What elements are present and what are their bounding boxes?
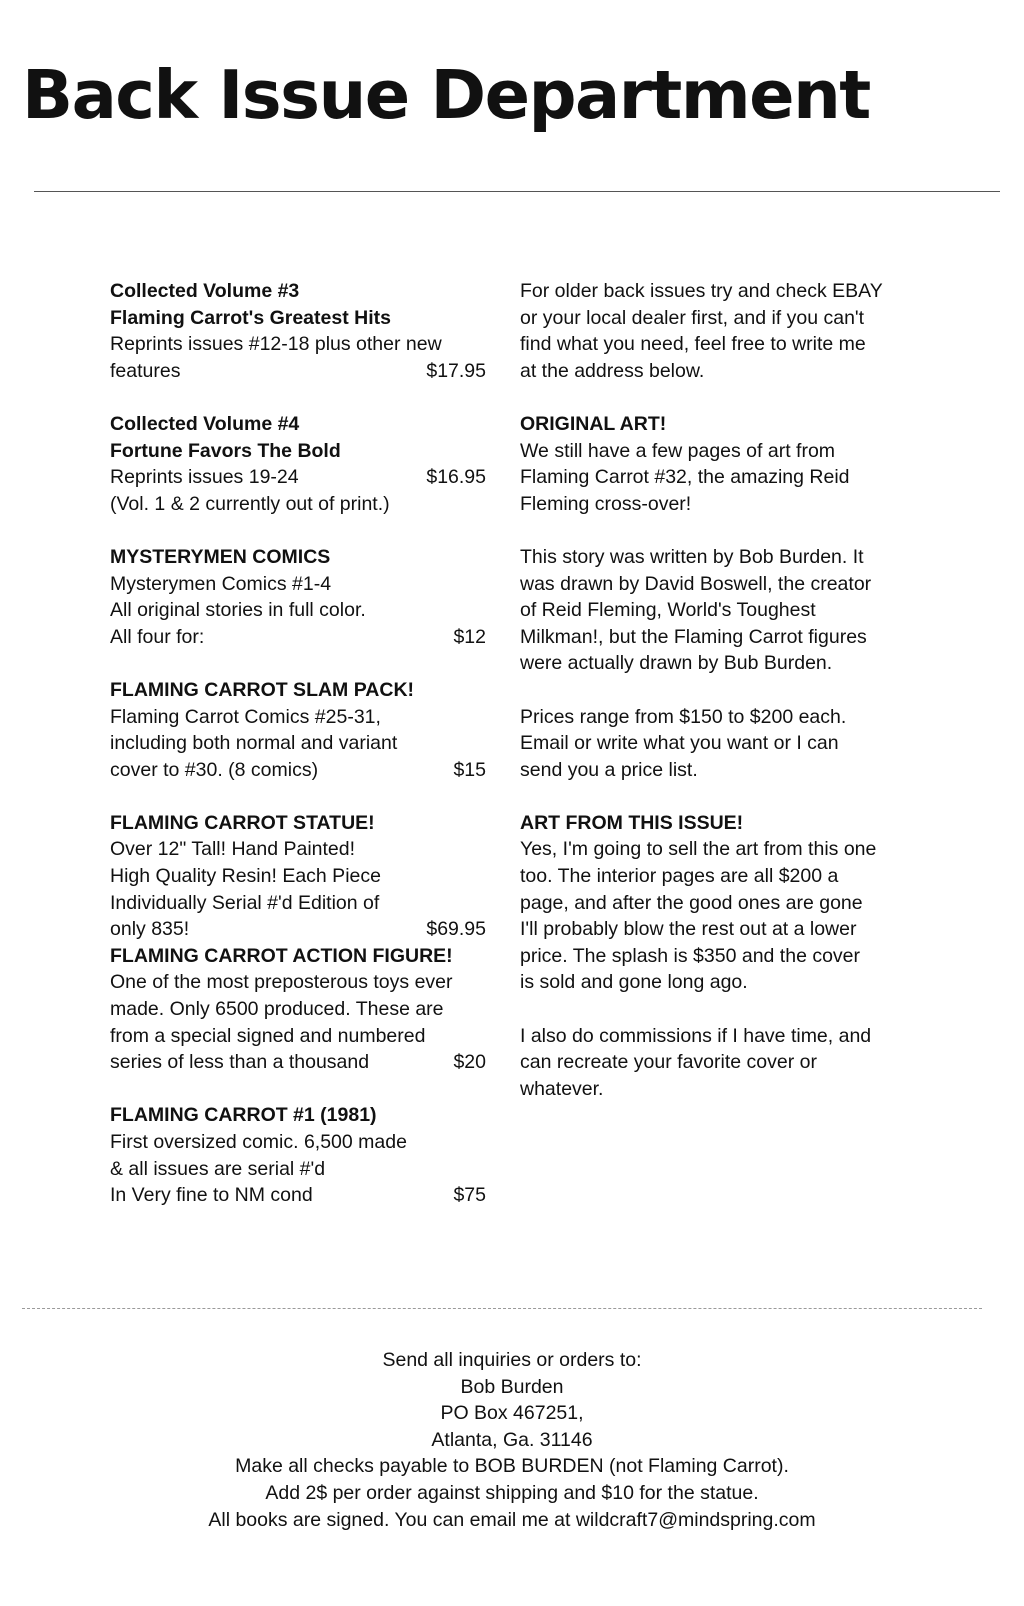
price-row bbox=[110, 624, 486, 651]
item-text: One of the most preposterous toys ever bbox=[110, 971, 453, 994]
paragraph-line: was drawn by David Boswell, the creator bbox=[520, 572, 872, 595]
item-text: Mysterymen Comics #1-4 bbox=[110, 572, 332, 595]
price-row bbox=[110, 757, 486, 784]
action-figure bbox=[110, 943, 486, 1076]
section-heading: ART FROM THIS ISSUE! bbox=[520, 811, 744, 834]
paragraph-line: price. The splash is $350 and the cover bbox=[520, 944, 861, 967]
mysterymen-comics bbox=[110, 544, 486, 650]
price-row bbox=[110, 358, 486, 385]
item-heading: Collected Volume #4 bbox=[110, 412, 300, 435]
paragraph-line: Fleming cross-over! bbox=[520, 492, 692, 515]
footer-line: Add 2$ per order against shipping and $10 for the statue. bbox=[265, 1481, 759, 1504]
item-text: from a special signed and numbered bbox=[110, 1024, 426, 1047]
item-price: $69.95 bbox=[426, 918, 486, 941]
item-price: $75 bbox=[453, 1184, 486, 1207]
item-heading: FLAMING CARROT #1 (1981) bbox=[110, 1104, 377, 1127]
paragraph-line: Milkman!, but the Flaming Carrot figures bbox=[520, 625, 867, 648]
item-text: cover to #30. (8 comics) bbox=[110, 758, 319, 781]
order-footer bbox=[0, 1347, 1024, 1533]
paragraph-line: whatever. bbox=[520, 1077, 604, 1100]
item-text: Individually Serial #'d Edition of bbox=[110, 891, 380, 914]
page-title: Back Issue Department bbox=[22, 56, 870, 134]
paragraph-line: send you a price list. bbox=[520, 758, 698, 781]
item-text: Flaming Carrot Comics #25-31, bbox=[110, 705, 381, 728]
item-heading: FLAMING CARROT STATUE! bbox=[110, 811, 375, 834]
footer-city: Atlanta, Ga. 31146 bbox=[431, 1428, 593, 1451]
paragraph-line: Flaming Carrot #32, the amazing Reid bbox=[520, 466, 850, 489]
item-price: $20 bbox=[453, 1051, 486, 1074]
flaming-carrot-1 bbox=[110, 1102, 486, 1208]
item-price: $15 bbox=[453, 758, 486, 781]
price-row bbox=[110, 464, 486, 491]
paragraph-line: or your local dealer first, and if you can't bbox=[520, 306, 865, 329]
top-divider bbox=[34, 191, 1000, 192]
item-text: Over 12" Tall! Hand Painted! bbox=[110, 838, 356, 861]
item-text: made. Only 6500 produced. These are bbox=[110, 998, 444, 1021]
story-credits bbox=[520, 544, 920, 677]
item-price: $16.95 bbox=[426, 466, 486, 489]
paragraph-line: is sold and gone long ago. bbox=[520, 971, 748, 994]
footer-line: Make all checks payable to BOB BURDEN (not Flaming Carrot). bbox=[235, 1455, 789, 1478]
footer-line: Send all inquiries or orders to: bbox=[382, 1349, 642, 1371]
item-price: $12 bbox=[453, 625, 486, 648]
price-info bbox=[520, 704, 920, 784]
paragraph-line: For older back issues try and check EBAY bbox=[520, 280, 883, 302]
slam-pack bbox=[110, 677, 486, 783]
paragraph-line: I also do commissions if I have time, and bbox=[520, 1024, 872, 1047]
paragraph-line: at the address below. bbox=[520, 359, 705, 382]
paragraph-line: This story was written by Bob Burden. It bbox=[520, 545, 864, 568]
statue bbox=[110, 810, 486, 943]
commissions bbox=[520, 1023, 920, 1103]
item-heading: Collected Volume #3 bbox=[110, 280, 300, 302]
item-text: series of less than a thousand bbox=[110, 1051, 370, 1074]
item-text: Reprints issues #12-18 plus other new bbox=[110, 333, 442, 356]
collected-volume-4 bbox=[110, 411, 486, 517]
item-text: High Quality Resin! Each Piece bbox=[110, 865, 381, 888]
paragraph-line: were actually drawn by Bub Burden. bbox=[520, 652, 833, 675]
section-heading: ORIGINAL ART! bbox=[520, 412, 667, 435]
item-heading: FLAMING CARROT ACTION FIGURE! bbox=[110, 944, 453, 967]
item-text: First oversized comic. 6,500 made bbox=[110, 1131, 407, 1153]
left-column bbox=[110, 278, 486, 1235]
paragraph-line: can recreate your favorite cover or bbox=[520, 1051, 817, 1074]
bottom-divider bbox=[22, 1308, 982, 1309]
paragraph-line: I'll probably blow the rest out at a lower bbox=[520, 918, 857, 941]
item-heading: FLAMING CARROT SLAM PACK! bbox=[110, 678, 415, 701]
paragraph-line: Yes, I'm going to sell the art from this one bbox=[520, 838, 877, 861]
art-from-this-issue bbox=[520, 810, 920, 996]
item-heading: MYSTERYMEN COMICS bbox=[110, 545, 331, 568]
price-row bbox=[110, 1182, 486, 1209]
footer-email-line: All books are signed. You can email me at wildcraft7@mindspring.com bbox=[208, 1508, 816, 1531]
price-row bbox=[110, 916, 486, 943]
item-text: All four for: bbox=[110, 625, 205, 648]
price-row bbox=[110, 1049, 486, 1076]
item-text: features bbox=[110, 359, 181, 382]
paragraph-line: We still have a few pages of art from bbox=[520, 439, 836, 462]
item-text: (Vol. 1 & 2 currently out of print.) bbox=[110, 492, 390, 515]
paragraph-line: too. The interior pages are all $200 a bbox=[520, 865, 839, 888]
item-subheading: Fortune Favors The Bold bbox=[110, 439, 341, 462]
footer-address: PO Box 467251, bbox=[440, 1402, 584, 1425]
paragraph-line: page, and after the good ones are gone bbox=[520, 891, 863, 914]
collected-volume-3 bbox=[110, 278, 486, 384]
item-text: In Very fine to NM cond bbox=[110, 1184, 313, 1207]
paragraph-line: of Reid Fleming, World's Toughest bbox=[520, 599, 816, 622]
intro-paragraph bbox=[520, 278, 920, 384]
footer-name: Bob Burden bbox=[460, 1375, 564, 1398]
item-subheading: Flaming Carrot's Greatest Hits bbox=[110, 306, 391, 329]
paragraph-line: Email or write what you want or I can bbox=[520, 732, 839, 755]
right-column bbox=[520, 278, 920, 1129]
item-price: $17.95 bbox=[426, 359, 486, 382]
item-text: only 835! bbox=[110, 918, 190, 941]
item-text: & all issues are serial #'d bbox=[110, 1157, 326, 1180]
paragraph-line: find what you need, feel free to write me bbox=[520, 333, 866, 356]
item-text: including both normal and variant bbox=[110, 732, 398, 755]
item-text: All original stories in full color. bbox=[110, 599, 366, 622]
original-art bbox=[520, 411, 920, 517]
item-text: Reprints issues 19-24 bbox=[110, 466, 299, 489]
paragraph-line: Prices range from $150 to $200 each. bbox=[520, 705, 847, 728]
